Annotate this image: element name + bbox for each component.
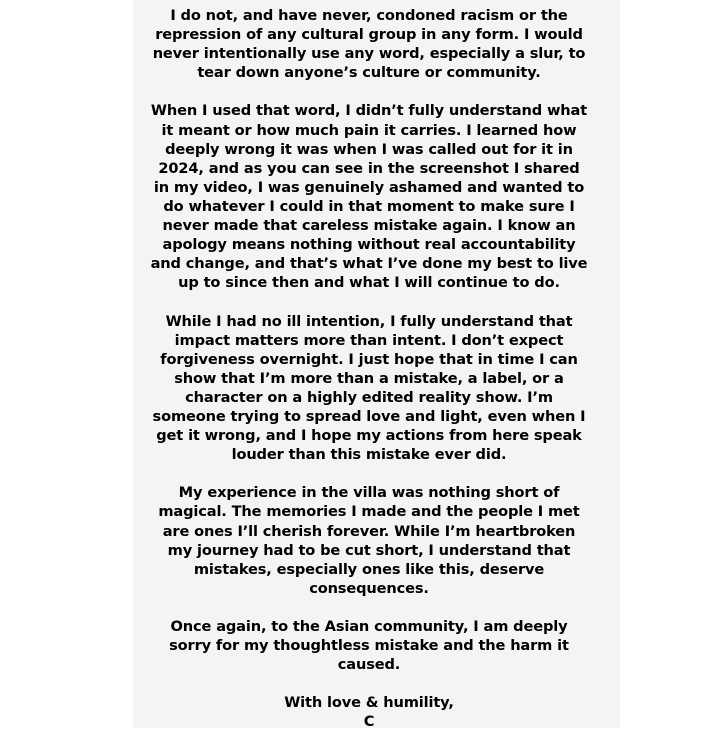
paragraph-5: Once again, to the Asian community, I am deeply sorry for my thoughtless mistake and the harm it caused. xyxy=(169,618,569,674)
paragraph-4: My experience in the villa was nothing short of magical. The memories I made and the people I met are ones I’ll cherish forever. While I’m heartbroken my journey had to be cut short, I understand that mistakes, especially ones like this, deserve consequences. xyxy=(158,484,580,597)
paragraph-1: I do not, and have never, condoned racism or the repression of any cultural group in any form. I would never intentionally use any word, especially a slur, to tear down anyone’s culture or community. xyxy=(152,7,586,82)
paragraph-3: While I had no ill intention, I fully understand that impact matters more than intent. I don’t expect forgiveness overnight. I just hope that in time I can show that I’m more than a mistake, a label, or a character on a highly edited reality show. I’m someone trying to spread love and light, even when I get it wrong, and I hope my actions from here speak louder than this mistake ever did. xyxy=(152,312,586,464)
apology-statement xyxy=(150,6,588,732)
sign-off xyxy=(150,693,588,731)
paragraph-2: When I used that word, I didn’t fully understand what it meant or how much pain it carries. I learned how deeply wrong it was when I was called out for it in 2024, and as you can see in the screenshot I shared in my video, I was genuinely ashamed and wanted to do whatever I could in that moment to make sure I never made that careless mistake again. I know an apology means nothing without real accountability and change, and that’s what I’ve done my best to live up to since then and what I will continue to do. xyxy=(150,102,588,292)
signature: C xyxy=(363,713,375,731)
closing-line: With love & humility, xyxy=(284,694,454,712)
